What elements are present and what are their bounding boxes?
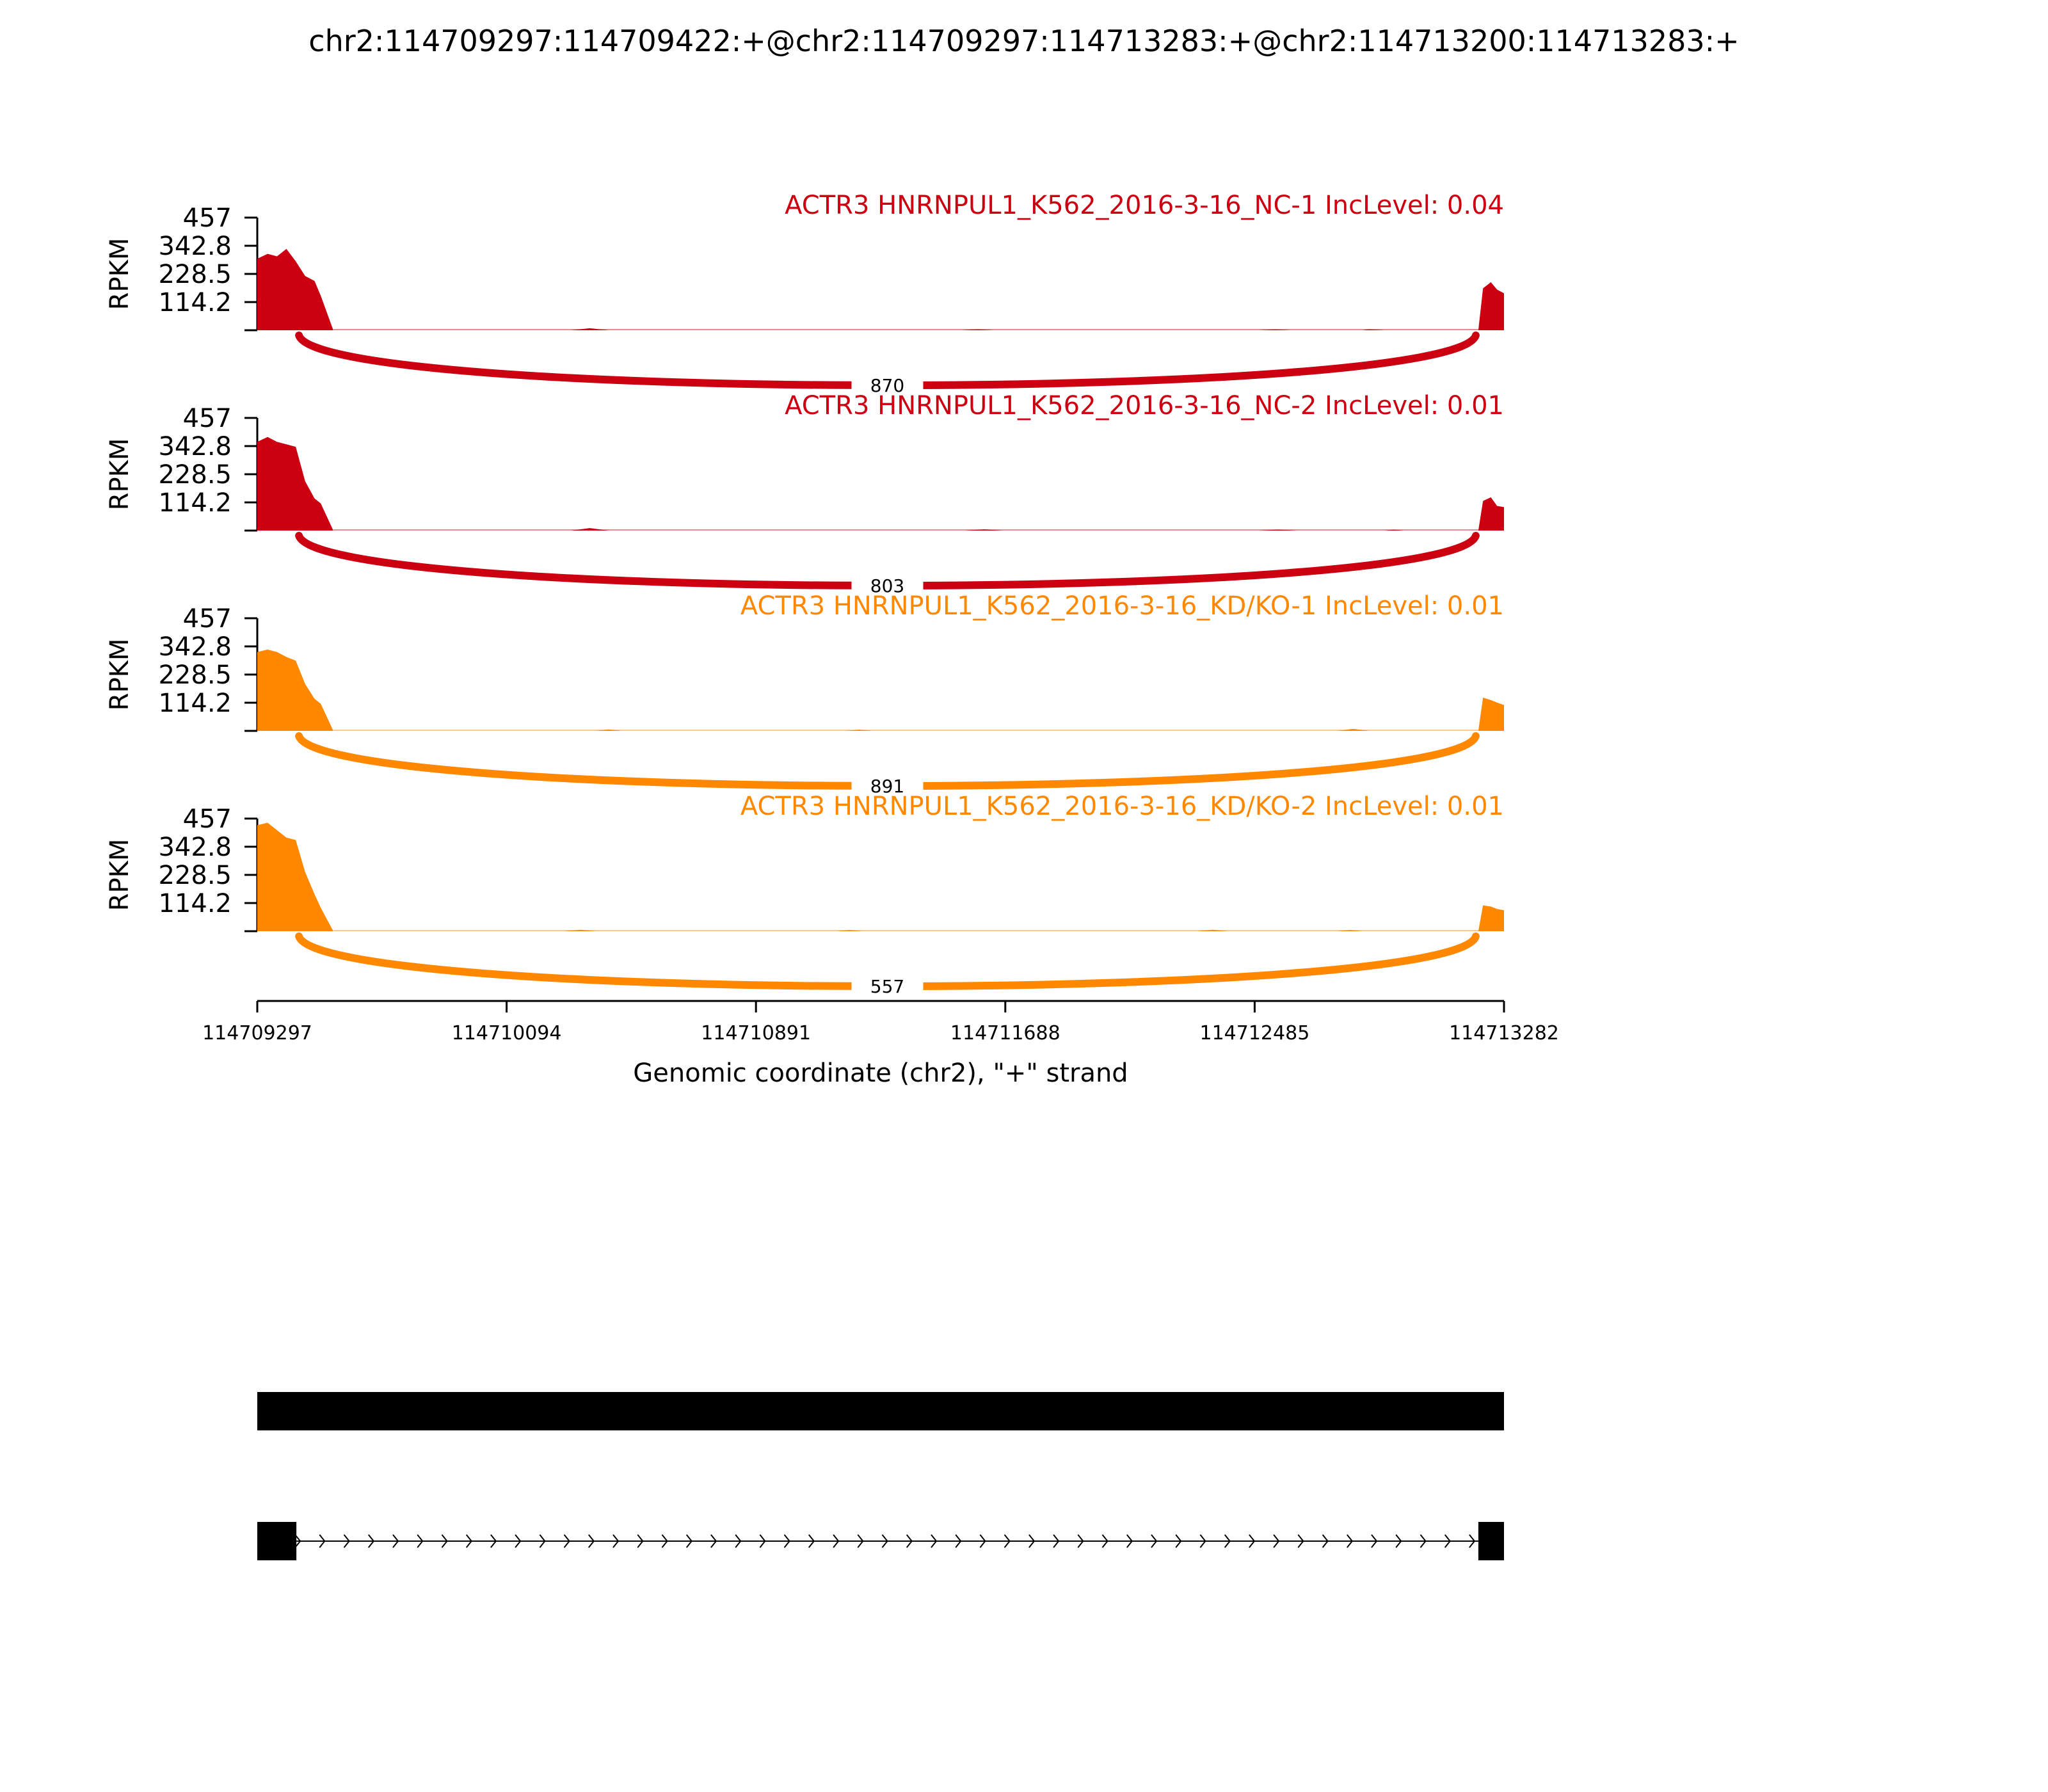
figure-title: chr2:114709297:114709422:+@chr2:114709297:114713283:+@chr2:114713200:114713283:+ (308, 24, 1740, 58)
y-tick-label: 114.2 (158, 288, 232, 317)
y-tick-label: 228.5 (158, 460, 232, 490)
y-tick-label: 228.5 (158, 260, 232, 289)
x-tick-label: 114713282 (1449, 1022, 1559, 1044)
y-tick-label: 342.8 (158, 432, 232, 461)
y-tick-label: 114.2 (158, 889, 232, 918)
junction-count-label: 557 (870, 976, 905, 997)
y-tick-label: 457 (182, 604, 232, 634)
y-axis-label: RPKM (105, 438, 134, 511)
y-tick-label: 228.5 (158, 660, 232, 690)
gene-model-exon (257, 1522, 296, 1560)
gene-model-exon (257, 1392, 1504, 1430)
junction-count-label: 803 (870, 575, 905, 596)
y-tick-label: 457 (182, 404, 232, 433)
y-tick-label: 342.8 (158, 833, 232, 862)
y-tick-label: 114.2 (158, 488, 232, 518)
y-axis-label: RPKM (105, 838, 134, 911)
y-tick-label: 228.5 (158, 861, 232, 890)
junction-count-label: 870 (870, 375, 905, 396)
x-tick-label: 114712485 (1199, 1022, 1310, 1044)
sample-label: ACTR3 HNRNPUL1_K562_2016-3-16_NC-2 IncLevel: 0.01 (785, 391, 1504, 420)
y-tick-label: 342.8 (158, 632, 232, 662)
x-tick-label: 114709297 (202, 1022, 312, 1044)
sample-label: ACTR3 HNRNPUL1_K562_2016-3-16_NC-1 IncLevel: 0.04 (785, 191, 1504, 220)
x-tick-label: 114710891 (701, 1022, 812, 1044)
y-tick-label: 457 (182, 204, 232, 233)
x-tick-label: 114710094 (451, 1022, 562, 1044)
y-tick-label: 342.8 (158, 232, 232, 261)
y-axis-label: RPKM (105, 237, 134, 310)
sample-label: ACTR3 HNRNPUL1_K562_2016-3-16_KD/KO-1 IncLevel: 0.01 (740, 591, 1504, 621)
junction-count-label: 891 (870, 776, 905, 797)
y-axis-label: RPKM (105, 638, 134, 711)
y-tick-label: 457 (182, 804, 232, 834)
y-tick-label: 114.2 (158, 689, 232, 718)
sample-label: ACTR3 HNRNPUL1_K562_2016-3-16_KD/KO-2 IncLevel: 0.01 (740, 792, 1504, 821)
gene-model-exon (1478, 1522, 1504, 1560)
x-axis-title: Genomic coordinate (chr2), "+" strand (633, 1059, 1128, 1088)
x-tick-label: 114711688 (950, 1022, 1060, 1044)
